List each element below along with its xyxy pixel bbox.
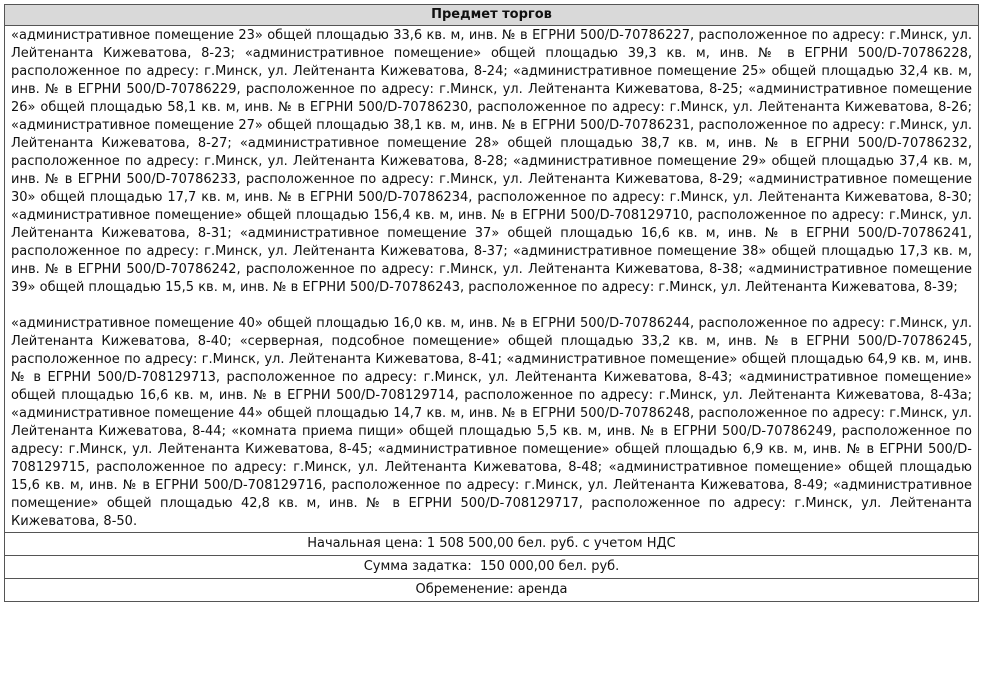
encumbrance: Обременение: аренда	[5, 579, 979, 602]
description-row	[5, 26, 979, 533]
lot-table	[4, 4, 979, 602]
deposit-amount: Сумма задатка: 150 000,00 бел. руб.	[5, 556, 979, 579]
table-header: Предмет торгов	[5, 5, 979, 26]
description-paragraph-1: «административное помещение 23» общей площадью 33,6 кв. м, инв. № в ЕГРНИ 500/D-70786227, расположенное по адресу: г.Минск, ул. Лейтенанта Кижеватова, 8-23; «административное помещение» общей площадью 39,3 кв. м, инв. № в ЕГРНИ 500/D-70786228, расположенное по адресу: г.Минск, ул. Лейтенанта Кижеватова, 8-24; «административное помещение 25» общей площадью 32,4 кв. м, инв. № в ЕГРНИ 500/D-70786229, расположенное по адресу: г.Минск, ул. Лейтенанта Кижеватова, 8-25; «административное помещение 26» общей площадью 58,1 кв. м, инв. № в ЕГРНИ 500/D-70786230, расположенное по адресу: г.Минск, ул. Лейтенанта Кижеватова, 8-26; «административное помещение 27» общей площадью 38,1 кв. м, инв. № в ЕГРНИ 500/D-70786231, расположенное по адресу: г.Минск, ул. Лейтенанта Кижеватова, 8-27; «административное помещение 28» общей площадью 38,7 кв. м, инв. № в ЕГРНИ 500/D-70786232, расположенное по адресу: г.Минск, ул. Лейтенанта Кижеватова, 8-28; «административное помещение 29» общей площадью 37,4 кв. м, инв. № в ЕГРНИ 500/D-70786233, расположенное по адресу: г.Минск, ул. Лейтенанта Кижеватова, 8-29; «административное помещение 30» общей площадью 17,7 кв. м, инв. № в ЕГРНИ 500/D-70786234, расположенное по адресу: г.Минск, ул. Лейтенанта Кижеватова, 8-30; «административное помещение» общей площадью 156,4 кв. м, инв. № в ЕГРНИ 500/D-708129710, расположенное по адресу: г.Минск, ул. Лейтенанта Кижеватова, 8-31; «административное помещение 37» общей площадью 16,6 кв. м, инв. № в ЕГРНИ 500/D-70786241, расположенное по адресу: г.Минск, ул. Лейтенанта Кижеватова, 8-37; «административное помещение 38» общей площадью 17,3 кв. м, инв. № в ЕГРНИ 500/D-70786242, расположенное по адресу: г.Минск, ул. Лейтенанта Кижеватова, 8-38; «административное помещение 39» общей площадью 15,5 кв. м, инв. № в ЕГРНИ 500/D-70786243, расположенное по адресу: г.Минск, ул. Лейтенанта Кижеватова, 8-39;	[11, 28, 972, 295]
deposit-row	[5, 556, 979, 579]
start-price: Начальная цена: 1 508 500,00 бел. руб. с учетом НДС	[5, 533, 979, 556]
price-row	[5, 533, 979, 556]
description-paragraph-2: «административное помещение 40» общей площадью 16,0 кв. м, инв. № в ЕГРНИ 500/D-70786244, расположенное по адресу: г.Минск, ул. Лейтенанта Кижеватова, 8-40; «серверная, подсобное помещение» общей площадью 33,2 кв. м, инв. № в ЕГРНИ 500/D-70786245, расположенное по адресу: г.Минск, ул. Лейтенанта Кижеватова, 8-41; «административное помещение» общей площадью 64,9 кв. м, инв. № в ЕГРНИ 500/D-708129713, расположенное по адресу: г.Минск, ул. Лейтенанта Кижеватова, 8-43; «административное помещение» общей площадью 16,6 кв. м, инв. № в ЕГРНИ 500/D-708129714, расположенное по адресу: г.Минск, ул. Лейтенанта Кижеватова, 8-43а; «административное помещение 44» общей площадью 14,7 кв. м, инв. № в ЕГРНИ 500/D-70786248, расположенное по адресу: г.Минск, ул. Лейтенанта Кижеватова, 8-44; «комната приема пищи» общей площадью 5,5 кв. м, инв. № в ЕГРНИ 500/D-70786249, расположенное по адресу: г.Минск, ул. Лейтенанта Кижеватова, 8-45; «административное помещение» общей площадью 6,9 кв. м, инв. № в ЕГРНИ 500/D-708129715, расположенное по адресу: г.Минск, ул. Лейтенанта Кижеватова, 8-48; «административное помещение» общей площадью 15,6 кв. м, инв. № в ЕГРНИ 500/D-708129716, расположенное по адресу: г.Минск, ул. Лейтенанта Кижеватова, 8-49; «административное помещение» общей площадью 42,8 кв. м, инв. № в ЕГРНИ 500/D-708129717, расположенное по адресу: г.Минск, ул. Лейтенанта Кижеватова, 8-50.	[11, 316, 972, 529]
encumbrance-row	[5, 579, 979, 602]
header-row	[5, 5, 979, 26]
lot-description	[5, 26, 979, 533]
